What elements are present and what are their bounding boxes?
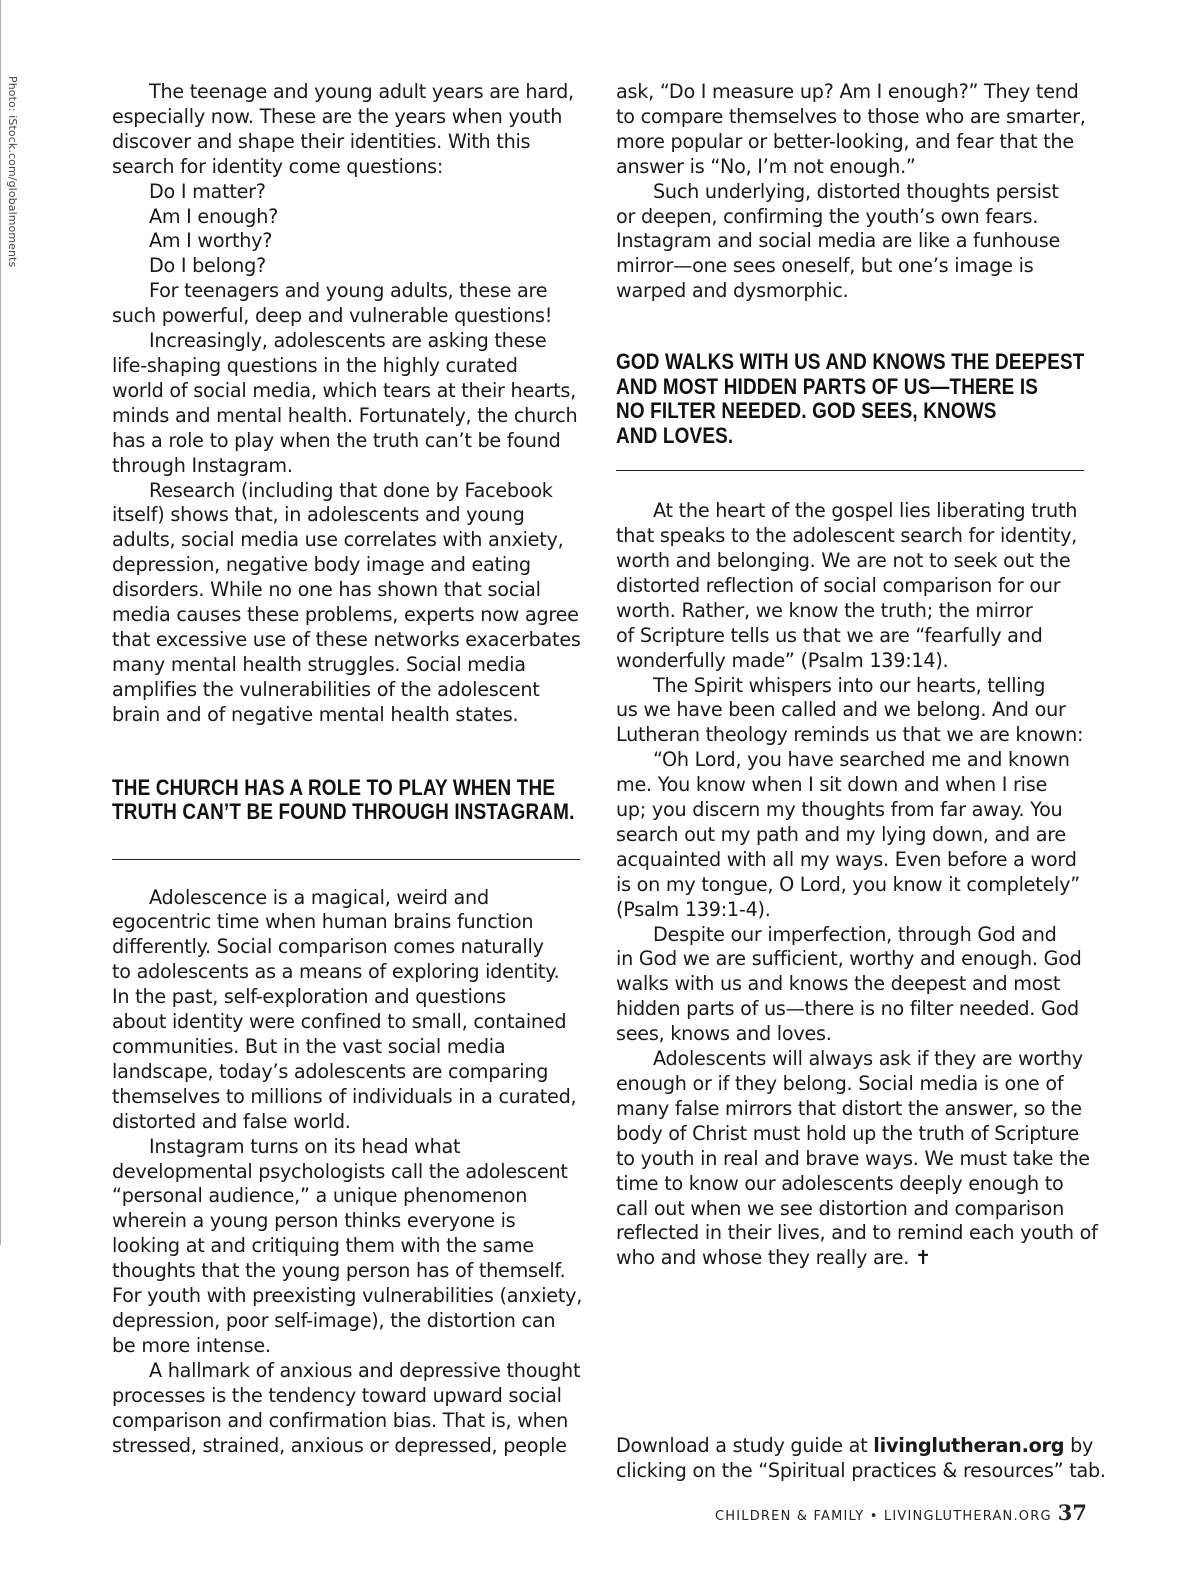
page-footer <box>715 1500 1087 1525</box>
text-line: worth and belonging. We are not to seek out the <box>616 548 1071 572</box>
text-line: be more intense. <box>112 1333 271 1357</box>
text-line: ask, “Do I measure up? Am I enough?” They tend <box>616 80 1079 103</box>
pull-quote-line: NO FILTER NEEDED. GOD SEES, KNOWS <box>616 398 997 424</box>
text-line: itself) shows that, in adolescents and young <box>112 503 525 527</box>
text-line: differently. Social comparison comes naturally <box>112 935 544 959</box>
text-line: At the heart of the gospel lies liberating truth <box>653 499 1078 523</box>
text-line: A hallmark of anxious and depressive thought <box>149 1358 581 1382</box>
text-line: media causes these problems, experts now agree <box>112 603 579 627</box>
pull-quote-line: TRUTH CAN’T BE FOUND THROUGH INSTAGRAM. <box>112 799 575 825</box>
left-column <box>112 80 587 1458</box>
text-line: world of social media, which tears at their hearts, <box>112 378 577 402</box>
text-line: distorted reflection of social comparison for our <box>616 573 1061 597</box>
text-line: comparison and confirmation bias. That is, when <box>112 1408 569 1432</box>
text-line: Increasingly, adolescents are asking these <box>149 329 547 353</box>
pull-quote-line: AND MOST HIDDEN PARTS OF US—THERE IS <box>616 373 1039 399</box>
study-guide-line-2: clicking on the “Spiritual practices & resources” tab. <box>616 1459 1106 1483</box>
text-line: minds and mental health. Fortunately, the church <box>112 403 578 427</box>
text-line: such powerful, deep and vulnerable questions! <box>112 304 553 328</box>
text-line: to adolescents as a means of exploring identity. <box>112 960 560 984</box>
study-guide-link[interactable]: livinglutheran.org <box>873 1434 1065 1458</box>
text-line: brain and of negative mental health states. <box>112 702 519 726</box>
left-body-block-2 <box>112 886 587 1459</box>
text-line: processes is the tendency toward upward social <box>112 1383 562 1407</box>
text-line: us we have been called and we belong. And our <box>616 698 1066 722</box>
text-line: search out my path and my lying down, and are <box>616 822 1066 846</box>
text-line: time to know our adolescents deeply enough to <box>616 1171 1064 1195</box>
text-line: Do I belong? <box>149 254 266 278</box>
text-line: mirror—one sees oneself, but one’s image is <box>616 254 1034 278</box>
text-line: through Instagram. <box>112 453 293 477</box>
text-line: disorders. While no one has shown that social <box>112 578 541 602</box>
page-number: 37 <box>1057 1500 1087 1525</box>
text-line: The teenage and young adult years are hard, <box>149 80 574 103</box>
text-line: especially now. These are the years when youth <box>112 104 563 128</box>
text-line: hidden parts of us—there is no filter needed. God <box>616 997 1079 1021</box>
left-pull-quote <box>112 776 587 825</box>
pull-quote-line: GOD WALKS WITH US AND KNOWS THE DEEPEST <box>616 349 1085 375</box>
text-line: amplifies the vulnerabilities of the adolescent <box>112 677 540 701</box>
text-line: Research (including that done by Facebook <box>149 478 553 502</box>
text-line: “Oh Lord, you have searched me and known <box>653 748 1070 772</box>
text-line: Instagram turns on its head what <box>149 1134 461 1158</box>
pull-quote-line: THE CHURCH HAS A ROLE TO PLAY WHEN THE <box>112 774 556 800</box>
footer-section-label: CHILDREN & FAMILY • LIVINGLUTHERAN.ORG <box>714 1509 1052 1524</box>
text-line: enough or if they belong. Social media is one of <box>616 1072 1064 1095</box>
text-line: Am I enough? <box>149 204 279 228</box>
text-line: walks with us and knows the deepest and most <box>616 972 1061 996</box>
text-line: Lutheran theology reminds us that we are known: <box>616 723 1084 747</box>
text-line: stressed, strained, anxious or depressed, people <box>112 1433 567 1457</box>
text-line: sees, knows and loves. <box>616 1022 832 1046</box>
text-line: Such underlying, distorted thoughts persist <box>653 179 1059 203</box>
text-line: to youth in real and brave ways. We must take the <box>616 1146 1090 1170</box>
text-line: acquainted with all my ways. Even before a word <box>616 847 1077 871</box>
text-line: is on my tongue, O Lord, you know it completely” <box>616 872 1080 896</box>
study-guide-text-before: Download a study guide at <box>616 1434 874 1458</box>
text-line: distorted and false world. <box>112 1109 351 1133</box>
text-line: more popular or better-looking, and fear that the <box>616 129 1074 153</box>
text-line: that excessive use of these networks exacerbates <box>112 627 581 651</box>
text-line: in God we are sufficient, worthy and enough. God <box>616 947 1082 971</box>
text-line: Do I matter? <box>149 179 266 203</box>
left-body-block-1 <box>112 80 587 728</box>
text-line: many false mirrors that distort the answer, so the <box>616 1096 1082 1120</box>
text-line: about identity were confined to small, contained <box>112 1010 567 1034</box>
right-column <box>616 80 1106 1484</box>
text-line: body of Christ must hold up the truth of Scripture <box>616 1121 1080 1145</box>
text-line: that speaks to the adolescent search for identity, <box>616 524 1078 548</box>
text-line: who and whose they really are. ✝ <box>616 1246 931 1270</box>
text-line: many mental health struggles. Social media <box>112 652 526 676</box>
text-line: has a role to play when the truth can’t be found <box>112 428 561 452</box>
text-line: Despite our imperfection, through God and <box>653 922 1057 946</box>
text-line: communities. But in the vast social media <box>112 1035 506 1058</box>
text-line: wonderfully made” (Psalm 139:14). <box>616 648 949 672</box>
text-line: answer is “No, I’m not enough.” <box>616 154 916 178</box>
text-line: Instagram and social media are like a funhouse <box>616 229 1060 253</box>
text-line: Adolescents will always ask if they are worthy <box>653 1047 1083 1071</box>
text-line: worth. Rather, we know the truth; the mirror <box>616 598 1033 622</box>
right-body-block-2 <box>616 499 1098 1271</box>
text-line: warped and dysmorphic. <box>616 279 849 303</box>
pull-quote-line: AND LOVES. <box>616 422 734 448</box>
text-line: depression, poor self-image), the distortion can <box>112 1308 556 1332</box>
text-line: “personal audience,” a unique phenomenon <box>112 1184 528 1208</box>
text-line: or deepen, confirming the youth’s own fears. <box>616 204 1039 228</box>
text-line: depression, negative body image and eating <box>112 553 531 577</box>
text-line: For teenagers and young adults, these are <box>149 279 548 303</box>
text-line: landscape, today’s adolescents are comparing <box>112 1059 549 1083</box>
text-line: up; you discern my thoughts from far away. You <box>616 798 1063 822</box>
text-line: In the past, self-exploration and questions <box>112 985 506 1009</box>
photo-credit: Photo: iStock.com/globalmoments <box>6 76 19 268</box>
study-guide-text-after: by <box>1064 1434 1094 1458</box>
text-line: Adolescence is a magical, weird and <box>149 885 489 909</box>
text-line: wherein a young person thinks everyone is <box>112 1209 516 1233</box>
text-line: search for identity come questions: <box>112 154 444 178</box>
text-line: The Spirit whispers into our hearts, telling <box>653 673 1046 697</box>
text-line: adults, social media use correlates with anxiety, <box>112 528 564 552</box>
text-line: egocentric time when human brains function <box>112 910 534 934</box>
text-line: Am I worthy? <box>149 229 273 253</box>
page-edge-line <box>0 0 1 1245</box>
text-line: me. You know when I sit down and when I rise <box>616 773 1048 797</box>
text-line: reflected in their lives, and to remind each youth of <box>616 1221 1098 1245</box>
text-line: to compare themselves to those who are smarter, <box>616 104 1086 128</box>
text-line: life-shaping questions in the highly curated <box>112 353 518 377</box>
text-line: thoughts that the young person has of themself. <box>112 1259 566 1283</box>
text-line: themselves to millions of individuals in a curated, <box>112 1084 577 1108</box>
study-guide-note <box>616 1434 1106 1484</box>
text-line: of Scripture tells us that we are “fearfully and <box>616 623 1043 647</box>
right-pull-quote <box>616 350 1091 448</box>
text-line: (Psalm 139:1-4). <box>616 897 771 921</box>
text-line: developmental psychologists call the adolescent <box>112 1159 568 1183</box>
text-line: discover and shape their identities. With this <box>112 129 531 153</box>
text-line: call out when we see distortion and comparison <box>616 1196 1065 1220</box>
text-line: For youth with preexisting vulnerabilities (anxiety, <box>112 1284 583 1308</box>
right-body-block-1 <box>616 80 1091 304</box>
text-line: looking at and critiquing them with the same <box>112 1234 534 1258</box>
